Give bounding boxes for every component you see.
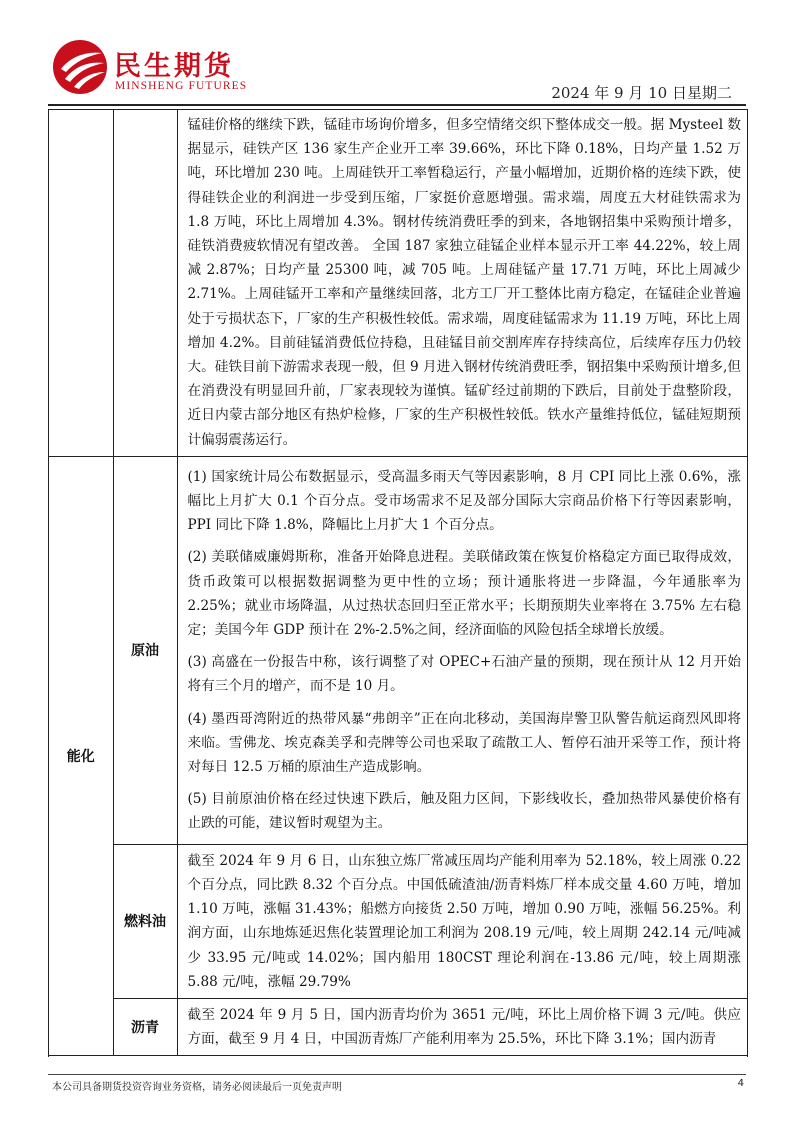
fuel-oil-analysis (177, 844, 747, 998)
category-cell (49, 110, 113, 456)
table-row-crude (49, 456, 747, 844)
footer-divider (48, 1074, 746, 1075)
report-date: 2024 年 9 月 10 日星期二 (551, 84, 732, 102)
page-number: 4 (737, 1078, 744, 1089)
header-divider (48, 104, 746, 106)
fuel-oil-paragraph: 截至 2024 年 9 月 6 日，山东独立炼厂常减压周均产能利用率为 52.18%，较上周涨 0.22 个百分点，同比跌 8.32 个百分点。中国低硫渣油/沥青料炼厂样本成交量 4.60 万吨，增加 1.10 万吨，涨幅 31.43%；船燃方向接货 2.50 万吨，增加 0.90 万吨，涨幅 56.25%。利润方面，山东地炼延迟焦化装置理论加工利润为 208.19 元/吨，较上周期 242.14 元/吨减少 33.95 元/吨或 14.02%；国内船用 180CST 理论利润在-13.86 元/吨，较上周期涨 5.88 元/吨，涨幅 29.79% (187, 852, 741, 990)
asphalt-analysis (177, 998, 747, 1055)
table-row-asphalt (49, 998, 747, 1055)
company-name-cn: 民生期货 (114, 51, 234, 82)
footer-disclaimer: 本公司具备期货投资咨询业务资格，请务必阅读最后一页免责声明 (52, 1082, 342, 1093)
crude-paragraph-4: (4) 墨西哥湾附近的热带风暴“弗朗辛”正在向北移动，美国海岸警卫队警告航运商烈风即将来临。雪佛龙、埃克森美孚和壳牌等公司也采取了疏散工人、暂停石油开采等工作，预计将对每日 12.5 万桶的原油生产造成影响。 (187, 710, 741, 776)
table-row-fuel-oil (49, 844, 747, 998)
crude-oil-analysis (177, 456, 747, 844)
company-name-en: MINSHENG FUTURES (115, 80, 248, 92)
report-table-container (48, 109, 748, 1057)
ferroalloy-analysis-text (177, 110, 747, 456)
crude-paragraph-3: (3) 高盛在一份报告中称，该行调整了对 OPEC+石油产量的预期，现在预计从 12 月开始将有三个月的增产，而不是 10 月。 (187, 654, 741, 695)
subcategory-cell (113, 110, 177, 456)
subcategory-asphalt: 沥青 (113, 998, 177, 1055)
subcategory-fuel-oil: 燃料油 (113, 844, 177, 998)
subcategory-crude-oil: 原油 (113, 456, 177, 844)
table-row-ferroalloy (49, 110, 747, 456)
ferroalloy-paragraph: 锰硅价格的继续下跌，锰硅市场询价增多，但多空情绪交织下整体成交一般。据 Mysteel 数据显示，硅铁产区 136 家生产企业开工率 39.66%，环比下降 0.18%，日均产量 1.52 万吨，环比增加 230 吨。上周硅铁开工率暂稳运行，产量小幅增加，近期价格的连续下跌，使得硅铁企业的利润进一步受到压缩，厂家挺价意愿增强。需求端，周度五大材硅铁需求为 1.8 万吨，环比上周增加 4.3%。钢材传统消费旺季的到来，各地钢招集中采购预计增多，硅铁消费疲软情况有望改善。 全国 187 家独立硅锰企业样本显示开工率 44.22%，较上周减 2.87%；日均产量 25300 吨，减 705 吨。上周硅锰产量 17.71 万吨，环比上周减少 2.71%。上周硅锰开工率和产量继续回落，北方工厂开工整体比南方稳定，在锰硅企业普遍处于亏损状态下，厂家的生产积极性较低。需求端，周度硅锰需求为 11.19 万吨，环比上周增加 4.2%。目前硅锰消费低位持稳，且硅锰目前交割库库存持续高位，后续库存压力仍较大。硅铁目前下游需求表现一般，但 9 月进入钢材传统消费旺季，钢招集中采购预计增多,但在消费没有明显回升前，厂家表现较为谨慎。锰矿经过前期的下跌后，目前处于盘整阶段，近日内蒙古部分地区有热炉检修，厂家的生产积极性较低。铁水产量维持低位，锰硅短期预计偏弱震荡运行。 (187, 117, 741, 448)
minsheng-logo-icon (52, 39, 108, 95)
page-header (0, 0, 794, 110)
crude-paragraph-5: (5) 目前原油价格在经过快速下跌后，触及阻力区间，下影线收长，叠加热带风暴使价格有止跌的可能，建议暂时观望为主。 (187, 791, 741, 832)
crude-paragraph-2: (2) 美联储威廉姆斯称，准备开始降息进程。美联储政策在恢复价格稳定方面已取得成效，货币政策可以根据数据调整为更中性的立场；预计通胀将进一步降温，今年通胀率为 2.25%；就业市场降温，从过热状态回归至正常水平；长期预期失业率将在 3.75% 左右稳定；美国今年 GDP 预计在 2%-2.5%之间，经济面临的风险包括全球增长放缓。 (187, 549, 741, 639)
asphalt-paragraph: 截至 2024 年 9 月 5 日，国内沥青均价为 3651 元/吨，环比上周价格下调 3 元/吨。供应方面，截至 9 月 4 日，中国沥青炼厂产能利用率为 25.5%，环比下降 3.1%；国内沥青 (187, 1006, 741, 1048)
category-energy-chemical: 能化 (49, 456, 113, 1055)
crude-paragraph-1: (1) 国家统计局公布数据显示，受高温多雨天气等因素影响，8 月 CPI 同比上涨 0.6%，涨幅比上月扩大 0.1 个百分点。受市场需求不足及部分国际大宗商品价格下行等因素影响，PPI 同比下降 1.8%，降幅比上月扩大 1 个百分点。 (187, 468, 741, 534)
report-table (49, 110, 747, 1056)
